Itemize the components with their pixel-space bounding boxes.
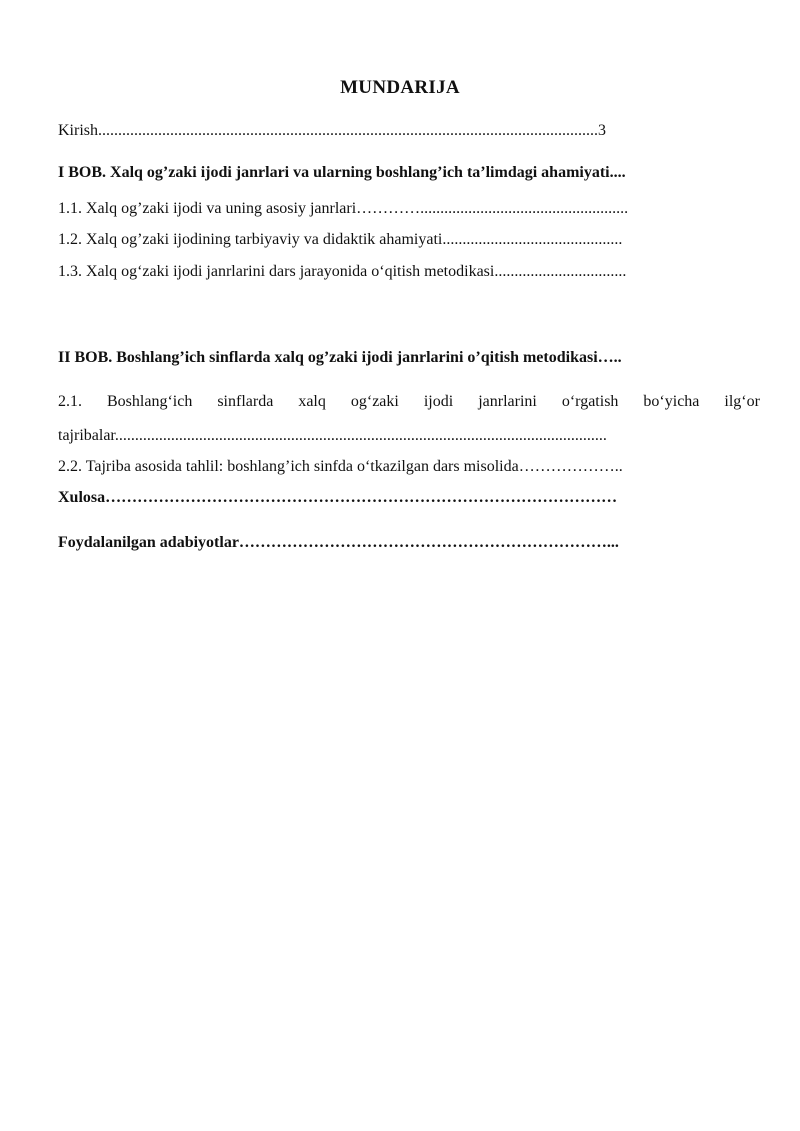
toc-word: 2.1. — [58, 393, 82, 410]
toc-chapter-1: I BOB. Xalq og’zaki ijodi janrlari va ularning boshlang’ich ta’limdagi ahamiyati.... — [58, 164, 626, 181]
toc-entry-adabiyotlar: Foydalanilgan adabiyotlar……………………………………………………………... — [58, 534, 619, 551]
toc-entry-2-1-line1 — [58, 392, 760, 412]
toc-entry-1-3: 1.3. Xalq og‘zaki ijodi janrlarini dars jarayonida o‘qitish metodikasi................................. — [58, 263, 627, 280]
toc-word: janrlarini — [478, 393, 537, 410]
toc-entry-kirish: Kirish.............................................................................................................................3 — [58, 122, 606, 139]
toc-word: og‘zaki — [350, 393, 399, 410]
toc-word: bo‘yicha — [643, 393, 700, 410]
toc-entry-2-2: 2.2. Tajriba asosida tahlil: boshlang’ich sinfda o‘tkazilgan dars misolida……………….. — [58, 458, 623, 475]
toc-entry-1-2: 1.2. Xalq og’zaki ijodining tarbiyaviy va didaktik ahamiyati............................................. — [58, 231, 623, 248]
toc-word: o‘rgatish — [561, 393, 619, 410]
toc-word: sinflarda — [217, 393, 274, 410]
toc-word: ijodi — [423, 393, 454, 410]
toc-entry-2-1-line2: tajribalar........................................................................................................................... — [58, 427, 607, 444]
page-title: MUNDARIJA — [340, 77, 460, 98]
toc-word: xalq — [298, 393, 326, 410]
toc-chapter-2: II BOB. Boshlang’ich sinflarda xalq og’zaki ijodi janrlarini o’qitish metodikasi….. — [58, 349, 622, 366]
toc-entry-xulosa: Xulosa…………………………………………………………………………………… — [58, 489, 618, 506]
toc-word: Boshlang‘ich — [107, 393, 193, 410]
toc-entry-1-1: 1.1. Xalq og’zaki ijodi va uning asosiy janrlari………….................................................... — [58, 200, 629, 217]
toc-word: ilg‘or — [724, 393, 760, 410]
